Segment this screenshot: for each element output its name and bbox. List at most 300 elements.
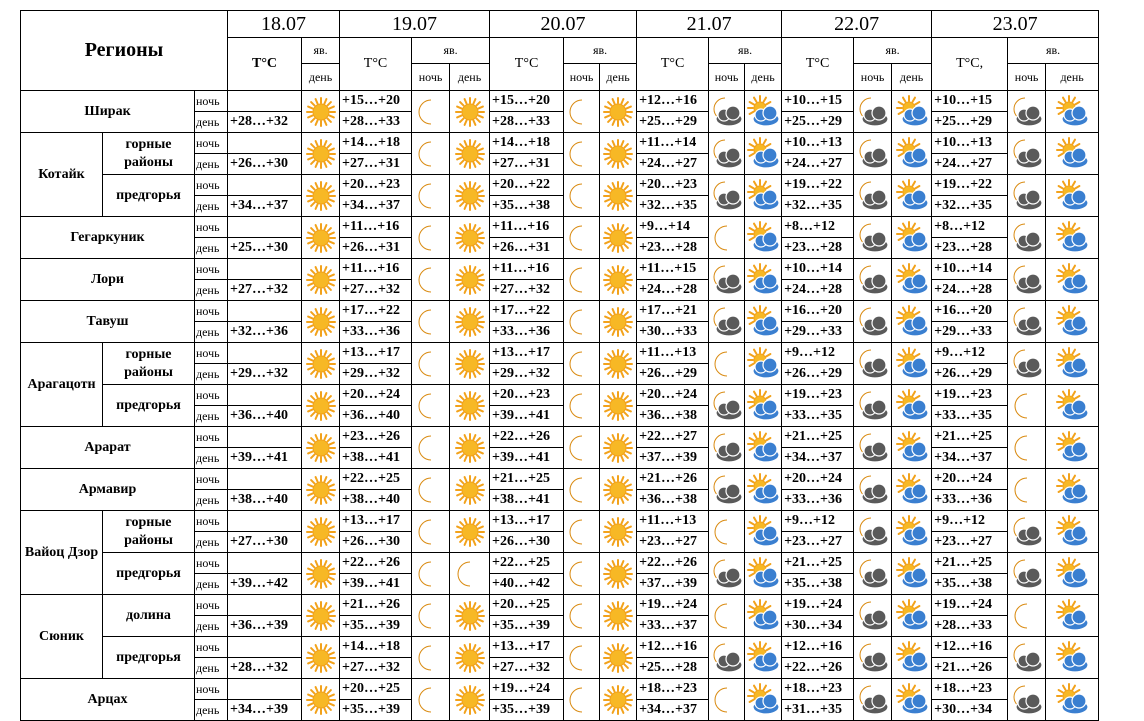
weather-icon-cell	[302, 511, 340, 553]
temp-value: +23…+28	[932, 238, 1008, 259]
weather-icon-cell	[1008, 217, 1046, 259]
temp-value: +13…+17	[340, 511, 412, 532]
night-header: ночь	[709, 64, 745, 91]
sun-cloud-icon	[1055, 179, 1089, 213]
temp-value	[228, 217, 302, 238]
weather-icon-cell	[412, 679, 450, 721]
table-row	[21, 679, 1099, 700]
temp-value: +10…+15	[782, 91, 854, 112]
day-header: день	[450, 64, 490, 91]
weather-icon-cell	[600, 175, 637, 217]
moon-cloud-icon	[856, 557, 890, 591]
temp-value: +11…+16	[340, 259, 412, 280]
moon-cloud-icon	[710, 431, 744, 465]
temp-value: +29…+32	[340, 364, 412, 385]
moon-cloud-icon	[856, 179, 890, 213]
temp-value: +19…+24	[932, 595, 1008, 616]
phen-header: яв.	[564, 38, 637, 64]
weather-icon-cell	[854, 511, 892, 553]
temp-value: +36…+39	[228, 616, 302, 637]
moon-cloud-icon	[856, 641, 890, 675]
weather-icon-cell	[892, 553, 932, 595]
weather-icon-cell	[450, 175, 490, 217]
moon-icon	[565, 473, 599, 507]
temp-value: +26…+31	[340, 238, 412, 259]
table-row	[21, 511, 1099, 532]
temp-value: +30…+34	[932, 700, 1008, 721]
sun-cloud-icon	[746, 95, 780, 129]
weather-icon-cell	[709, 259, 745, 301]
moon-cloud-icon	[1010, 95, 1044, 129]
weather-icon-cell	[1008, 511, 1046, 553]
weather-icon-cell	[564, 637, 600, 679]
temp-value: +13…+17	[340, 343, 412, 364]
temp-value: +10…+15	[932, 91, 1008, 112]
temp-value: +35…+39	[340, 616, 412, 637]
weather-icon-cell	[745, 637, 782, 679]
weather-icon-cell	[450, 679, 490, 721]
weather-icon-cell	[854, 301, 892, 343]
temp-value: +13…+17	[490, 511, 564, 532]
weather-icon-cell	[745, 553, 782, 595]
night-label: ночь	[195, 679, 228, 700]
weather-icon-cell	[745, 175, 782, 217]
phen-header: яв.	[1008, 38, 1099, 64]
moon-cloud-icon	[856, 305, 890, 339]
date-header: 22.07	[782, 11, 932, 38]
temp-value: +39…+41	[490, 406, 564, 427]
weather-icon-cell	[600, 133, 637, 175]
weather-icon-cell	[302, 301, 340, 343]
date-header: 20.07	[490, 11, 637, 38]
weather-icon-cell	[854, 259, 892, 301]
weather-icon-cell	[450, 91, 490, 133]
temp-value: +26…+30	[228, 154, 302, 175]
night-label: ночь	[195, 91, 228, 112]
sun-cloud-icon	[746, 599, 780, 633]
temp-value: +15…+20	[340, 91, 412, 112]
weather-icon-cell	[854, 553, 892, 595]
temp-value: +28…+33	[340, 112, 412, 133]
moon-cloud-icon	[1010, 305, 1044, 339]
moon-icon	[710, 347, 744, 381]
weather-icon-cell	[564, 259, 600, 301]
temp-value: +35…+38	[490, 196, 564, 217]
weather-icon-cell	[412, 217, 450, 259]
temp-value: +38…+41	[490, 490, 564, 511]
temp-value: +27…+32	[490, 280, 564, 301]
weather-icon-cell	[1046, 637, 1099, 679]
weather-icon-cell	[892, 301, 932, 343]
sun-cloud-icon	[746, 347, 780, 381]
regions-header: Регионы	[21, 11, 228, 91]
weather-icon-cell	[600, 595, 637, 637]
temp-value: +18…+23	[782, 679, 854, 700]
temp-value: +25…+29	[932, 112, 1008, 133]
sun-cloud-icon	[1055, 137, 1089, 171]
moon-icon	[710, 683, 744, 717]
weather-icon-cell	[745, 343, 782, 385]
moon-icon	[414, 95, 448, 129]
sun-icon	[601, 347, 635, 381]
day-label: день	[195, 322, 228, 343]
moon-icon	[1010, 599, 1044, 633]
moon-cloud-icon	[856, 473, 890, 507]
night-label: ночь	[195, 637, 228, 658]
temp-value: +35…+39	[490, 700, 564, 721]
temp-value: +22…+27	[637, 427, 709, 448]
temp-value: +38…+40	[228, 490, 302, 511]
weather-icon-cell	[412, 595, 450, 637]
weather-icon-cell	[412, 427, 450, 469]
weather-icon-cell	[302, 637, 340, 679]
temp-value: +32…+35	[932, 196, 1008, 217]
weather-icon-cell	[564, 595, 600, 637]
day-label: день	[195, 154, 228, 175]
weather-icon-cell	[600, 217, 637, 259]
day-label: день	[195, 196, 228, 217]
sun-cloud-icon	[1055, 95, 1089, 129]
weather-icon-cell	[564, 553, 600, 595]
temp-value: +20…+23	[490, 385, 564, 406]
weather-icon-cell	[450, 259, 490, 301]
sun-icon	[453, 599, 487, 633]
temp-value: +10…+14	[782, 259, 854, 280]
temp-value: +20…+23	[637, 175, 709, 196]
sun-icon	[304, 683, 338, 717]
day-label: день	[195, 112, 228, 133]
region-name: Тавуш	[21, 301, 195, 343]
weather-icon-cell	[412, 343, 450, 385]
temp-header: T°C	[340, 38, 412, 91]
moon-icon	[710, 515, 744, 549]
moon-icon	[565, 515, 599, 549]
moon-icon	[565, 305, 599, 339]
sun-icon	[601, 221, 635, 255]
temp-value	[228, 679, 302, 700]
temp-value: +20…+25	[340, 679, 412, 700]
moon-icon	[565, 347, 599, 381]
temp-value: +9…+12	[782, 511, 854, 532]
moon-icon	[414, 473, 448, 507]
sun-icon	[453, 179, 487, 213]
temp-value: +21…+25	[490, 469, 564, 490]
weather-icon-cell	[854, 469, 892, 511]
sun-cloud-icon	[895, 263, 929, 297]
weather-icon-cell	[600, 343, 637, 385]
temp-value: +37…+39	[637, 448, 709, 469]
day-label: день	[195, 280, 228, 301]
temp-value: +12…+16	[637, 91, 709, 112]
weather-icon-cell	[1046, 175, 1099, 217]
weather-icon-cell	[892, 91, 932, 133]
temp-value	[228, 595, 302, 616]
sun-icon	[601, 95, 635, 129]
weather-icon-cell	[600, 469, 637, 511]
moon-icon	[414, 557, 448, 591]
sun-icon	[304, 221, 338, 255]
weather-icon-cell	[1046, 511, 1099, 553]
temp-header: T°C	[490, 38, 564, 91]
weather-icon-cell	[600, 427, 637, 469]
moon-cloud-icon	[856, 389, 890, 423]
temp-value: +9…+14	[637, 217, 709, 238]
weather-icon-cell	[745, 91, 782, 133]
temp-value: +39…+42	[228, 574, 302, 595]
temp-value: +24…+27	[932, 154, 1008, 175]
weather-icon-cell	[302, 553, 340, 595]
weather-icon-cell	[1008, 133, 1046, 175]
temp-value: +34…+37	[228, 196, 302, 217]
moon-cloud-icon	[710, 473, 744, 507]
phen-header: яв.	[302, 38, 340, 64]
weather-icon-cell	[564, 385, 600, 427]
sun-icon	[304, 347, 338, 381]
temp-value: +25…+28	[637, 658, 709, 679]
temp-value: +22…+26	[340, 553, 412, 574]
temp-value: +12…+16	[932, 637, 1008, 658]
weather-icon-cell	[1046, 259, 1099, 301]
temp-value: +25…+29	[637, 112, 709, 133]
weather-icon-cell	[1046, 679, 1099, 721]
sun-icon	[601, 179, 635, 213]
moon-icon	[565, 179, 599, 213]
weather-icon-cell	[302, 91, 340, 133]
weather-icon-cell	[854, 91, 892, 133]
weather-icon-cell	[600, 553, 637, 595]
weather-icon-cell	[600, 637, 637, 679]
temp-value: +14…+18	[340, 637, 412, 658]
subregion-name: предгорья	[103, 637, 195, 679]
temp-value: +16…+20	[932, 301, 1008, 322]
weather-icon-cell	[1008, 595, 1046, 637]
temp-value: +24…+28	[932, 280, 1008, 301]
weather-icon-cell	[1046, 469, 1099, 511]
temp-value: +32…+35	[637, 196, 709, 217]
temp-value: +28…+33	[932, 616, 1008, 637]
weather-icon-cell	[709, 553, 745, 595]
table-row	[21, 301, 1099, 322]
temp-value: +19…+22	[932, 175, 1008, 196]
temp-value: +21…+26	[932, 658, 1008, 679]
sun-icon	[453, 95, 487, 129]
day-label: день	[195, 364, 228, 385]
temp-value: +13…+17	[490, 343, 564, 364]
temp-value: +21…+26	[637, 469, 709, 490]
temp-value: +23…+26	[340, 427, 412, 448]
moon-cloud-icon	[856, 263, 890, 297]
sun-cloud-icon	[746, 179, 780, 213]
weather-icon-cell	[450, 637, 490, 679]
weather-icon-cell	[892, 679, 932, 721]
moon-cloud-icon	[856, 221, 890, 255]
sun-cloud-icon	[1055, 473, 1089, 507]
temp-value	[228, 385, 302, 406]
weather-icon-cell	[854, 175, 892, 217]
weather-icon-cell	[450, 301, 490, 343]
moon-cloud-icon	[1010, 641, 1044, 675]
weather-icon-cell	[745, 469, 782, 511]
weather-icon-cell	[302, 679, 340, 721]
sun-cloud-icon	[1055, 305, 1089, 339]
weather-icon-cell	[302, 469, 340, 511]
weather-icon-cell	[412, 259, 450, 301]
moon-icon	[565, 683, 599, 717]
weather-icon-cell	[745, 511, 782, 553]
weather-icon-cell	[854, 385, 892, 427]
sun-cloud-icon	[895, 431, 929, 465]
sun-cloud-icon	[895, 95, 929, 129]
weather-icon-cell	[709, 91, 745, 133]
night-label: ночь	[195, 469, 228, 490]
sun-cloud-icon	[1055, 431, 1089, 465]
temp-value: +30…+33	[637, 322, 709, 343]
temp-value: +32…+36	[228, 322, 302, 343]
sun-icon	[601, 641, 635, 675]
weather-icon-cell	[1008, 301, 1046, 343]
moon-icon	[453, 557, 487, 591]
sun-icon	[601, 515, 635, 549]
moon-icon	[414, 431, 448, 465]
weather-icon-cell	[564, 133, 600, 175]
region-name: Армавир	[21, 469, 195, 511]
moon-icon	[414, 305, 448, 339]
sun-cloud-icon	[1055, 389, 1089, 423]
weather-icon-cell	[1046, 91, 1099, 133]
temp-value: +9…+12	[782, 343, 854, 364]
weather-icon-cell	[1046, 385, 1099, 427]
temp-value: +23…+27	[782, 532, 854, 553]
moon-icon	[565, 599, 599, 633]
temp-value: +33…+36	[490, 322, 564, 343]
weather-icon-cell	[1008, 343, 1046, 385]
weather-icon-cell	[854, 343, 892, 385]
day-label: день	[195, 406, 228, 427]
weather-icon-cell	[412, 133, 450, 175]
weather-icon-cell	[892, 427, 932, 469]
sun-cloud-icon	[746, 305, 780, 339]
weather-icon-cell	[892, 385, 932, 427]
sun-icon	[453, 683, 487, 717]
temp-value: +9…+12	[932, 511, 1008, 532]
moon-icon	[414, 179, 448, 213]
weather-icon-cell	[854, 679, 892, 721]
temp-value: +22…+25	[340, 469, 412, 490]
sun-cloud-icon	[895, 137, 929, 171]
temp-value: +19…+24	[637, 595, 709, 616]
moon-cloud-icon	[1010, 557, 1044, 591]
temp-value: +20…+24	[340, 385, 412, 406]
temp-value: +19…+24	[490, 679, 564, 700]
temp-value: +19…+24	[782, 595, 854, 616]
temp-value: +35…+39	[340, 700, 412, 721]
temp-value: +12…+16	[637, 637, 709, 658]
day-label: день	[195, 532, 228, 553]
moon-cloud-icon	[710, 95, 744, 129]
weather-icon-cell	[302, 217, 340, 259]
temp-value: +37…+39	[637, 574, 709, 595]
weather-icon-cell	[1008, 427, 1046, 469]
weather-icon-cell	[709, 343, 745, 385]
weather-icon-cell	[709, 217, 745, 259]
moon-icon	[565, 641, 599, 675]
temp-value: +19…+22	[782, 175, 854, 196]
weather-icon-cell	[1008, 553, 1046, 595]
temp-value: +21…+25	[932, 427, 1008, 448]
weather-icon-cell	[854, 133, 892, 175]
temp-value: +35…+38	[782, 574, 854, 595]
subregion-name: предгорья	[103, 175, 195, 217]
weather-icon-cell	[450, 427, 490, 469]
moon-icon	[565, 137, 599, 171]
moon-cloud-icon	[1010, 263, 1044, 297]
temp-value: +22…+26	[637, 553, 709, 574]
weather-icon-cell	[302, 259, 340, 301]
temp-value: +34…+37	[782, 448, 854, 469]
night-label: ночь	[195, 175, 228, 196]
weather-icon-cell	[302, 343, 340, 385]
night-label: ночь	[195, 259, 228, 280]
night-label: ночь	[195, 385, 228, 406]
table-row	[21, 217, 1099, 238]
moon-icon	[414, 347, 448, 381]
day-header: день	[745, 64, 782, 91]
weather-icon-cell	[892, 343, 932, 385]
weather-icon-cell	[412, 91, 450, 133]
weather-icon-cell	[412, 511, 450, 553]
weather-icon-cell	[450, 511, 490, 553]
sun-icon	[304, 263, 338, 297]
table-row	[21, 343, 1099, 364]
weather-icon-cell	[1046, 133, 1099, 175]
temp-value: +21…+25	[932, 553, 1008, 574]
sun-cloud-icon	[1055, 557, 1089, 591]
sun-cloud-icon	[746, 683, 780, 717]
sun-icon	[453, 431, 487, 465]
weather-icon-cell	[1008, 469, 1046, 511]
sun-icon	[304, 557, 338, 591]
weather-icon-cell	[892, 595, 932, 637]
temp-value: +27…+30	[228, 532, 302, 553]
table-row	[21, 637, 1099, 658]
day-label: день	[195, 700, 228, 721]
temp-value: +26…+30	[340, 532, 412, 553]
weather-icon-cell	[412, 175, 450, 217]
moon-cloud-icon	[856, 599, 890, 633]
temp-value: +33…+35	[782, 406, 854, 427]
sun-icon	[453, 137, 487, 171]
temp-value: +33…+35	[932, 406, 1008, 427]
sun-cloud-icon	[895, 557, 929, 591]
weather-icon-cell	[709, 301, 745, 343]
weather-icon-cell	[709, 133, 745, 175]
weather-icon-cell	[1046, 217, 1099, 259]
temp-value: +17…+22	[340, 301, 412, 322]
temp-value: +18…+23	[932, 679, 1008, 700]
sun-icon	[601, 137, 635, 171]
weather-icon-cell	[450, 553, 490, 595]
sun-cloud-icon	[746, 389, 780, 423]
region-name: Сюник	[21, 595, 103, 679]
moon-cloud-icon	[710, 389, 744, 423]
weather-icon-cell	[1046, 343, 1099, 385]
moon-icon	[414, 221, 448, 255]
sun-icon	[453, 263, 487, 297]
sun-icon	[601, 683, 635, 717]
weather-icon-cell	[709, 427, 745, 469]
weather-icon-cell	[450, 343, 490, 385]
weather-icon-cell	[854, 595, 892, 637]
